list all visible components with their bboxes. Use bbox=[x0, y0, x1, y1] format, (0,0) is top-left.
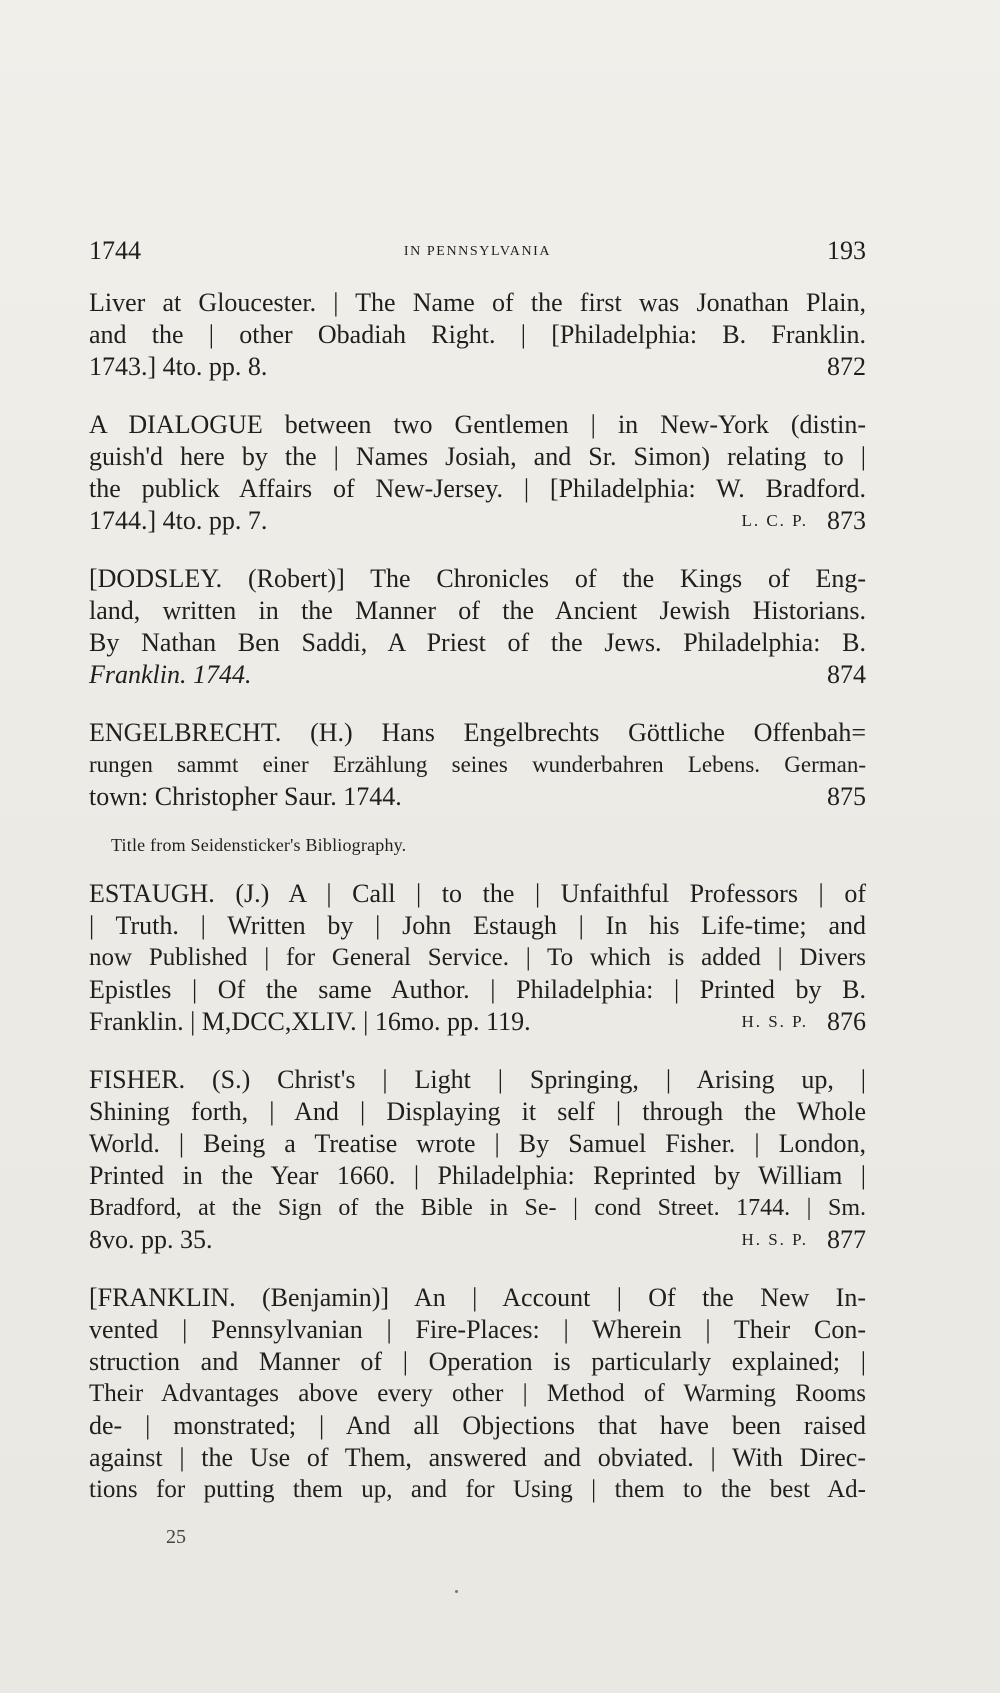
entry-line: the publick Affairs of New-Jersey. | [Philadelphia: W. Bradford. bbox=[89, 474, 866, 503]
entry-874 bbox=[89, 563, 866, 691]
entry-line-last bbox=[89, 1006, 866, 1038]
entry-line: FISHER. (S.) Christ's | Light | Springing, | Arising up, | bbox=[89, 1065, 866, 1094]
header-title: IN PENNSYLVANIA bbox=[403, 244, 552, 259]
entry-line: land, written in the Manner of the Ancient Jewish Historians. bbox=[89, 596, 866, 625]
entry-line: against | the Use of Them, answered and obviated. | With Direc- bbox=[89, 1443, 866, 1472]
entry-line: tions for putting them up, and for Using | them to the best Ad- bbox=[89, 1476, 866, 1503]
entry-line-last bbox=[89, 505, 866, 537]
entry-line: Printed in the Year 1660. | Philadelphia: Reprinted by William | bbox=[89, 1161, 866, 1190]
entry-line: Epistles | Of the same Author. | Philadelphia: | Printed by B. bbox=[89, 975, 866, 1004]
entry-number: 877 bbox=[827, 1225, 866, 1254]
bibliographic-note: Title from Seidensticker's Bibliography. bbox=[111, 835, 407, 855]
page-number: 193 bbox=[827, 236, 866, 265]
entry-873 bbox=[89, 409, 866, 537]
entry-872 bbox=[89, 287, 866, 383]
entry-line: World. | Being a Treatise wrote | By Samuel Fisher. | London, bbox=[89, 1129, 866, 1158]
entry-876 bbox=[89, 878, 866, 1038]
entry-875 bbox=[89, 717, 866, 813]
entry-877 bbox=[89, 1064, 866, 1256]
entry-franklin bbox=[89, 1282, 866, 1506]
page-content bbox=[89, 287, 866, 1532]
entry-line: now Published | for General Service. | To which is added | Divers bbox=[89, 944, 866, 971]
entry-line: struction and Manner of | Operation is particularly explained; | bbox=[89, 1347, 866, 1376]
entry-line: ESTAUGH. (J.) A | Call | to the | Unfaithful Professors | of bbox=[89, 879, 866, 908]
entry-line: [DODSLEY. (Robert)] The Chronicles of the Kings of Eng- bbox=[89, 564, 866, 593]
entry-line: de- | monstrated; | And all Objections that have been raised bbox=[89, 1411, 866, 1440]
entry-line: By Nathan Ben Saddi, A Priest of the Jews. Philadelphia: B. bbox=[89, 628, 866, 657]
library-location: H. S. P. bbox=[741, 1012, 808, 1031]
entry-line-last bbox=[89, 781, 866, 813]
entry-line: guish'd here by the | Names Josiah, and Sr. Simon) relating to | bbox=[89, 442, 866, 471]
entry-line-text: 1744.] 4to. pp. 7. bbox=[89, 506, 268, 535]
entry-line-text: 1743.] 4to. pp. 8. bbox=[89, 352, 268, 381]
entry-number: 874 bbox=[827, 660, 866, 689]
entry-line: ENGELBRECHT. (H.) Hans Engelbrechts Göttliche Offenbah= bbox=[89, 718, 866, 747]
library-location: H. S. P. bbox=[741, 1230, 808, 1249]
entry-line: A DIALOGUE between two Gentlemen | in New-York (distin- bbox=[89, 410, 866, 439]
entry-line: and the | other Obadiah Right. | [Philadelphia: B. Franklin. bbox=[89, 320, 866, 349]
entry-line-last bbox=[89, 659, 866, 691]
header-year: 1744 bbox=[89, 236, 141, 265]
entry-line: Bradford, at the Sign of the Bible in Se- | cond Street. 1744. | Sm. bbox=[89, 1195, 866, 1221]
entry-number: 872 bbox=[827, 352, 866, 381]
printing-speck bbox=[455, 1590, 458, 1593]
entry-line-text: Franklin. 1744. bbox=[89, 660, 252, 689]
entry-line: Shining forth, | And | Displaying it self | through the Whole bbox=[89, 1097, 866, 1126]
entry-line: | Truth. | Written by | John Estaugh | In his Life-time; and bbox=[89, 911, 866, 940]
signature-mark: 25 bbox=[166, 1526, 186, 1548]
entry-line: [FRANKLIN. (Benjamin)] An | Account | Of the New In- bbox=[89, 1283, 866, 1312]
entry-line: Liver at Gloucester. | The Name of the first was Jonathan Plain, bbox=[89, 288, 866, 317]
entry-line: vented | Pennsylvanian | Fire-Places: | Wherein | Their Con- bbox=[89, 1315, 866, 1344]
entry-line-text: Franklin. | M,DCC,XLIV. | 16mo. pp. 119. bbox=[89, 1007, 531, 1036]
entry-line: rungen sammt einer Erzählung seines wunderbahren Lebens. German- bbox=[89, 752, 866, 777]
entry-line-last bbox=[89, 1224, 866, 1256]
entry-number: 876 bbox=[827, 1007, 866, 1036]
running-header bbox=[89, 236, 866, 268]
entry-number: 873 bbox=[827, 506, 866, 535]
entry-line: Their Advantages above every other | Method of Warming Rooms bbox=[89, 1380, 866, 1407]
library-location: L. C. P. bbox=[741, 511, 808, 530]
entry-line-last bbox=[89, 351, 866, 383]
entry-number: 875 bbox=[827, 782, 866, 811]
entry-line-text: 8vo. pp. 35. bbox=[89, 1225, 213, 1254]
entry-line-text: town: Christopher Saur. 1744. bbox=[89, 782, 402, 811]
